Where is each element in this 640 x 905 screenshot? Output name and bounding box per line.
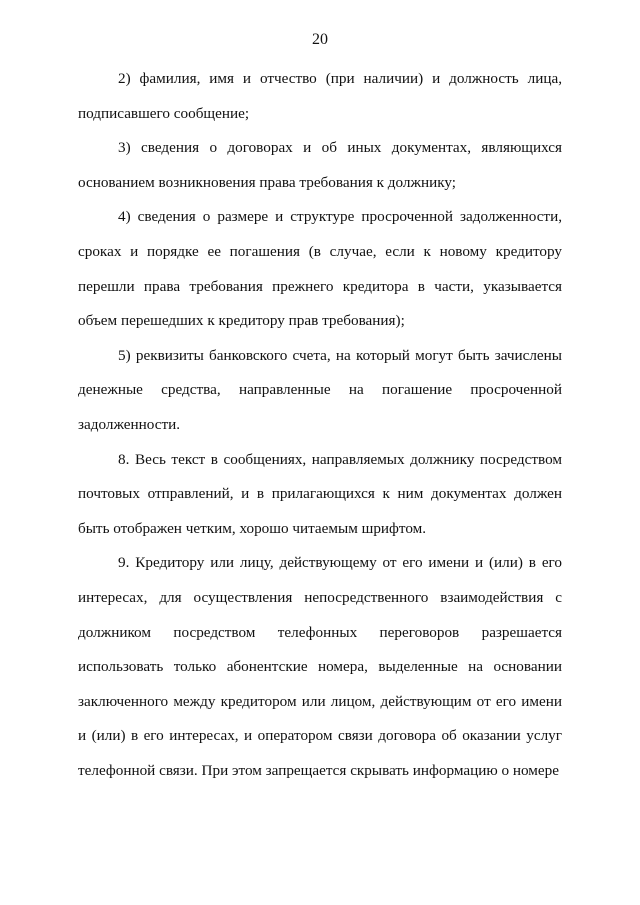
paragraph-item-5: 5) реквизиты банковского счета, на который могут быть зачислены денежные средства, направленные на погашение просроченной задолженности.: [78, 346, 562, 433]
paragraph-item-2: 2) фамилия, имя и отчество (при наличии) и должность лица, подписавшего сообщение;: [78, 70, 562, 122]
paragraph-clause-9: 9. Кредитору или лицу, действующему от его имени и (или) в его интересах, для осуществления непосредственного взаимодействия с должником посредством телефонных переговоров разрешается использовать только абонентские номера, выделенные на основании заключенного между кредитором или лицом, действующим от его имени и (или) в его интересах, и оператором связи договора об оказании услуг телефонной связи. При этом запрещается скрывать информацию о номере: [78, 554, 562, 779]
paragraph-item-3: 3) сведения о договорах и об иных документах, являющихся основанием возникновения права требования к должнику;: [78, 139, 562, 191]
document-body: [78, 62, 562, 788]
page-number: 20: [312, 31, 328, 48]
paragraph-item-4: 4) сведения о размере и структуре просроченной задолженности, сроках и порядке ее погашения (в случае, если к новому кредитору перешли права требования прежнего кредитора в части, указывается объем перешедших к кредитору прав требования);: [78, 208, 562, 330]
paragraph-clause-8: 8. Весь текст в сообщениях, направляемых должнику посредством почтовых отправлений, и в прилагающихся к ним документах должен быть отображен четким, хорошо читаемым шрифтом.: [78, 450, 562, 537]
